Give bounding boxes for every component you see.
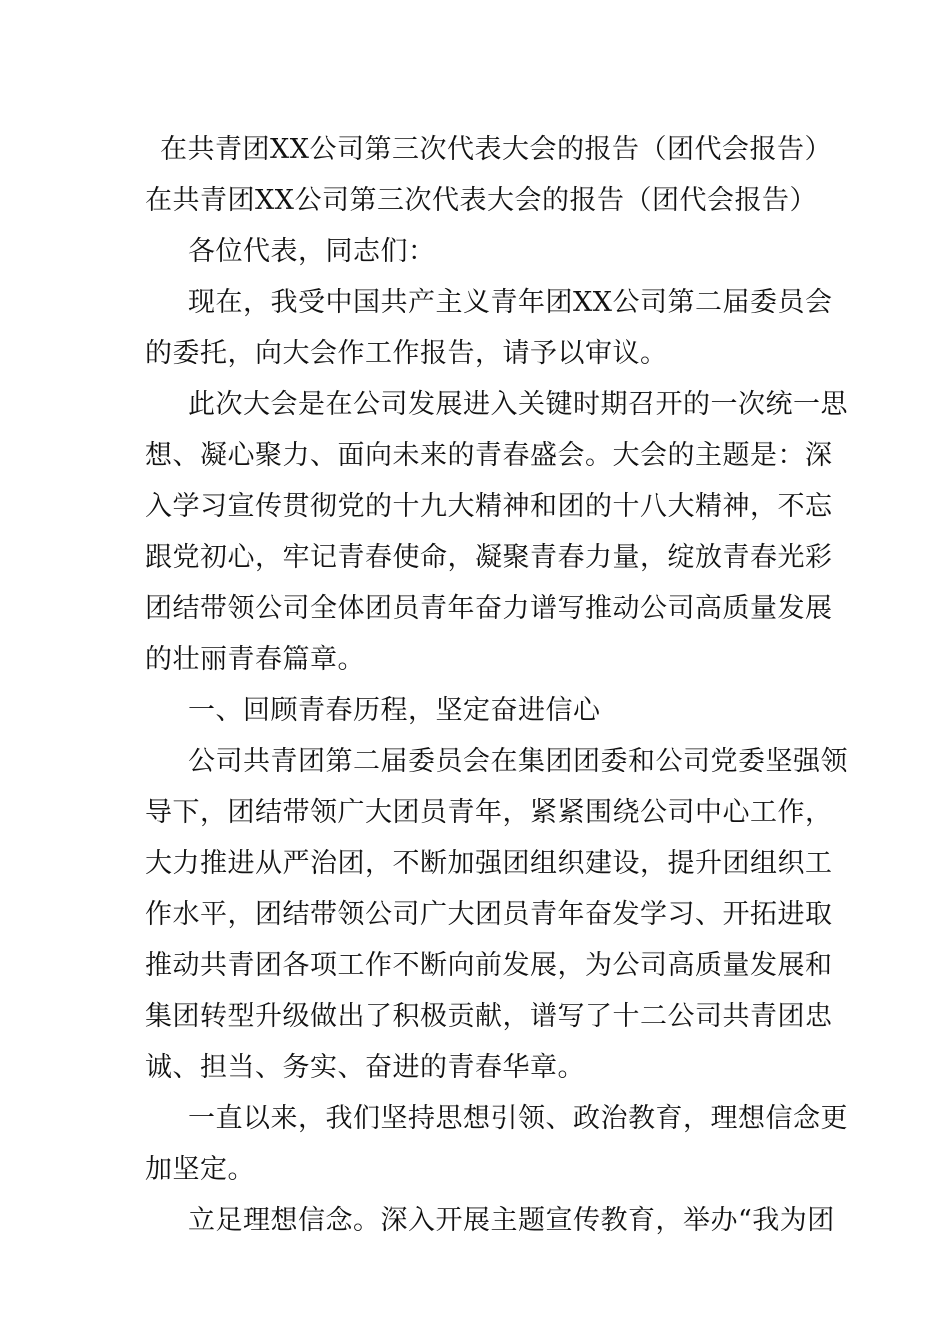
paragraph-2-line: 想、凝心聚力、面向未来的青春盛会。大会的主题是：深 (145, 440, 833, 471)
document-title: 在共青团XX公司第三次代表大会的报告（团代会报告） (160, 134, 832, 165)
paragraph-3-line: 诚、担当、务实、奋进的青春华章。 (145, 1052, 585, 1083)
paragraph-3-line: 作水平，团结带领公司广大团员青年奋发学习、开拓进取 (145, 899, 833, 930)
paragraph-1-line: 的委托，向大会作工作报告，请予以审议。 (145, 338, 668, 369)
paragraph-3-line: 公司共青团第二届委员会在集团团委和公司党委坚强领 (188, 746, 848, 777)
paragraph-4-line: 一直以来，我们坚持思想引领、政治教育，理想信念更 (188, 1103, 848, 1134)
paragraph-4-line: 加坚定。 (145, 1154, 255, 1185)
paragraph-2-line: 入学习宣传贯彻党的十九大精神和团的十八大精神，不忘 (145, 491, 833, 522)
paragraph-3-line: 导下，团结带领广大团员青年，紧紧围绕公司中心工作， (145, 797, 833, 828)
paragraph-3-line: 大力推进从严治团，不断加强团组织建设，提升团组织工 (145, 848, 833, 879)
paragraph-2-line: 团结带领公司全体团员青年奋力谱写推动公司高质量发展 (145, 593, 833, 624)
paragraph-2-line: 此次大会是在公司发展进入关键时期召开的一次统一思 (188, 389, 848, 420)
paragraph-5-line: 立足理想信念。深入开展主题宣传教育，举办“我为团 (188, 1205, 835, 1236)
paragraph-2-line: 的壮丽青春篇章。 (145, 644, 365, 675)
paragraph-3-line: 集团转型升级做出了积极贡献，谱写了十二公司共青团忠 (145, 1001, 833, 1032)
section-1-heading: 一、回顾青春历程，坚定奋进信心 (188, 695, 601, 726)
paragraph-2-line: 跟党初心，牢记青春使命，凝聚青春力量，绽放青春光彩 (145, 542, 833, 573)
paragraph-3-line: 推动共青团各项工作不断向前发展，为公司高质量发展和 (145, 950, 833, 981)
paragraph-1-line: 现在，我受中国共产主义青年团XX公司第二届委员会 (188, 287, 833, 318)
document-subtitle: 在共青团XX公司第三次代表大会的报告（团代会报告） (145, 185, 817, 216)
salutation: 各位代表，同志们： (188, 236, 436, 267)
